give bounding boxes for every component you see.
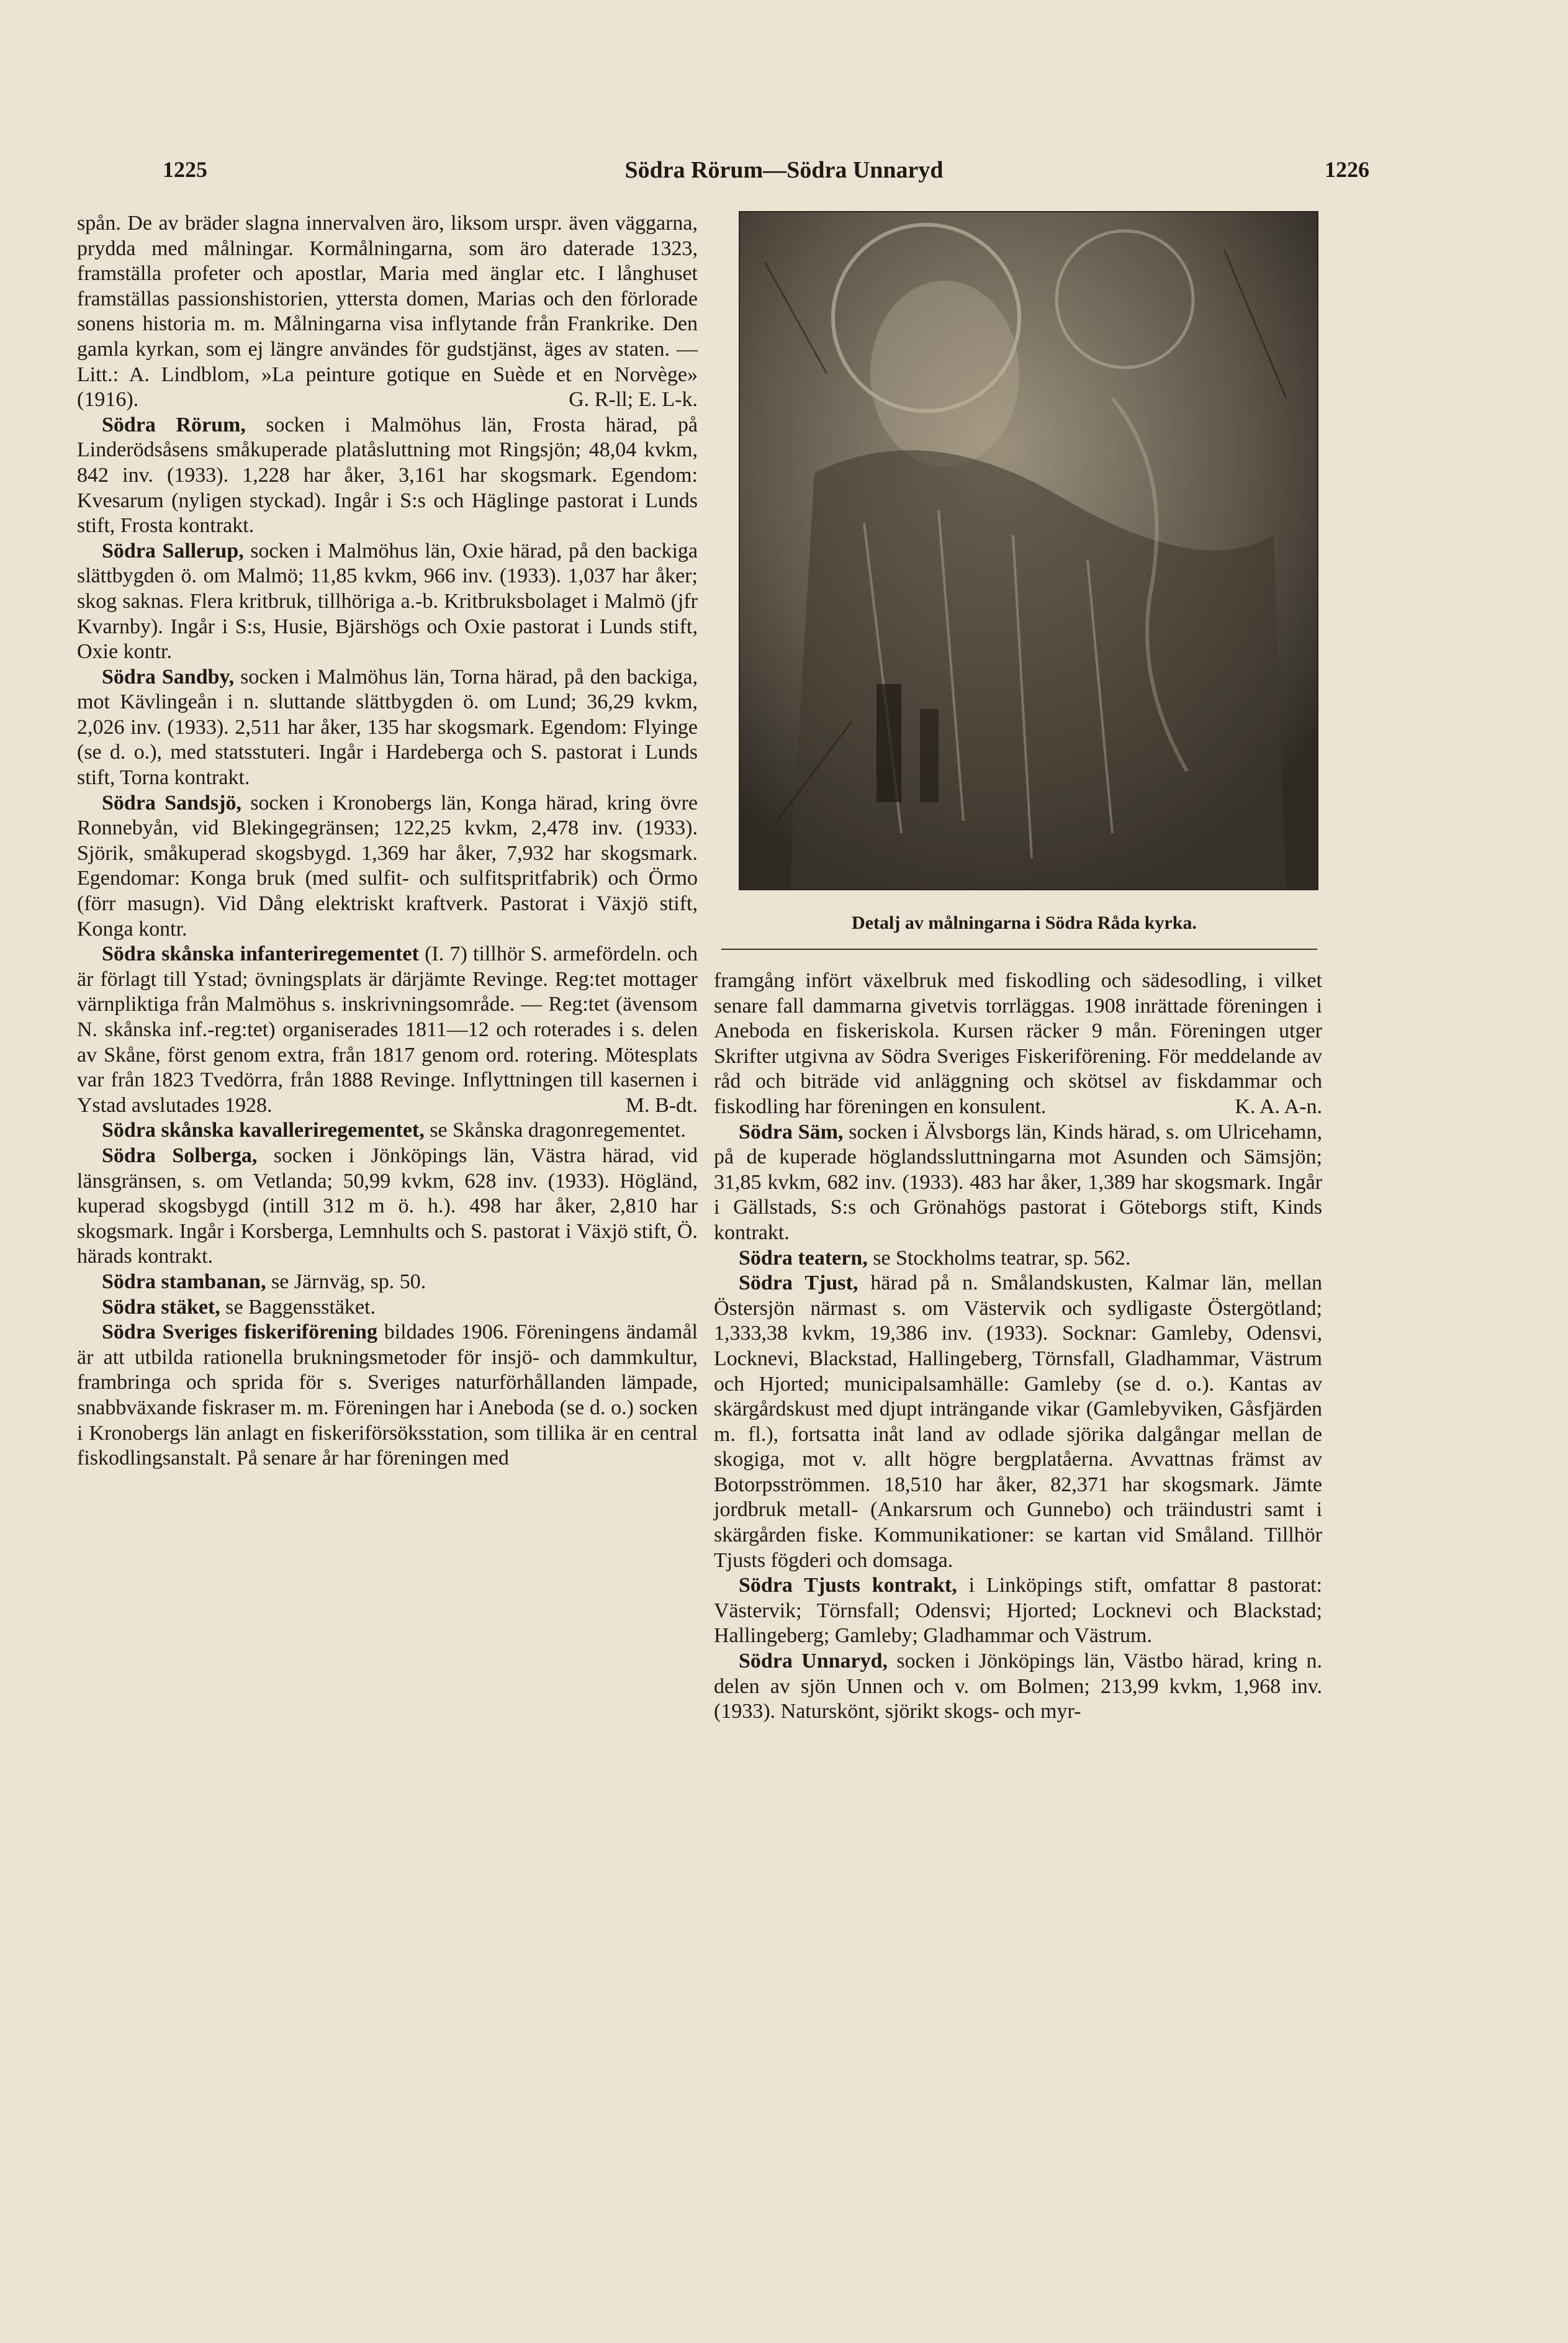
author-signature: K. A. A-n. <box>1235 1095 1322 1118</box>
running-title: Södra Rörum—Södra Unnaryd <box>624 157 944 183</box>
left-column <box>77 211 698 1471</box>
entry-headword: Södra teatern, <box>739 1246 868 1270</box>
right-page-number: 1226 <box>1325 157 1369 182</box>
continued-paragraph <box>714 968 1322 1120</box>
running-header <box>0 156 1568 194</box>
entry-text: socken i Jönköpings län, Västra härad, vid länsgränsen, s. om Vetlanda; 50,99 kvkm, 628 inv. (1933). Högländ, kuperad skogsbygd (intill 312 m ö. h.). 498 har åker, 2,810 har skogsmark. Ingår i Korsberga, Lemnhults och S. pastorat i Växjö stift, Ö. härads kontrakt. <box>77 1144 698 1268</box>
entry-headword: Södra skånska kavalleriregementet, <box>102 1119 425 1142</box>
entry-headword: Södra stambanan, <box>102 1270 266 1293</box>
entry-text: (I. 7) tillhör S. armefördeln. och är förlagt till Ystad; övningsplats är därjämte Revinge. Reg:tet mottager värnpliktiga från Malmöhus s. inskrivningsområde. — Reg:tet (ävensom N. skånska inf.-reg:tet) organiserades 1811—12 och roterades i s. delen av Skåne, först genom extra, från 1817 genom ord. rotering. Mötesplats var från 1823 Tvedörra, från 1888 Revinge. Inflyttningen till kasernen i Ystad avslutades 1928. <box>77 942 698 1117</box>
entry-headword: Södra Solberga, <box>102 1144 258 1167</box>
entry-headword: Södra skånska infanteriregementet <box>102 942 419 966</box>
author-signature: M. B-dt. <box>625 1093 698 1117</box>
article-entry <box>77 942 698 1118</box>
left-page-number: 1225 <box>163 157 207 182</box>
article-entry <box>714 1246 1322 1271</box>
figure-caption: Detalj av målningarna i Södra Råda kyrka. <box>852 913 1197 933</box>
entry-headword: Södra Tjust, <box>739 1271 858 1295</box>
entry-headword: Södra Sandby, <box>102 665 235 688</box>
article-entry <box>77 1295 698 1320</box>
entry-text: härad på n. Smålandskusten, Kalmar län, mellan Östersjön närmast s. om Västervik och sydligaste Östergötland; 1,333,38 kvkm, 19,386 inv. (1933). Socknar: Gamleby, Odensvi, Locknevi, Blackstad, Hallingeberg, Törnsfall, Gladhammar, Västrum och Hjorted; municipalsamhälle: Gamleby (se d. o.). Kantas av skärgårdskust med djupt inträngande vikar (Gamlebyviken, Gåsfjärden m. fl.), fortsatta inåt land av odlade sjörika dalgångar mellan de skogiga, mot v. allt högre bergplatåerna. Avvattnas främst av Botorpsströmmen. 18,510 har åker, 82,371 har skogsmark. Jämte jordbruk metall- (Ankarsrum och Gunnebo) och träindustri samt i skärgården fiske. Kommunikationer: se kartan vid Småland. Tillhör Tjusts fögderi och domsaga. <box>714 1271 1322 1572</box>
article-entry <box>77 1320 698 1471</box>
right-column <box>714 968 1322 1725</box>
entry-text: framgång infört växelbruk med fiskodling och sädesodling, i vilket senare fall dammarna givetvis torrläggas. 1908 inrättade föreningen i Aneboda en fiskeriskola. Kursen räcker 9 mån. Föreningen utger Skrifter utgivna av Södra Sveriges Fiskeriförening. För meddelande av råd och biträde vid anläggning och skötsel av fiskdammar och fiskodling har föreningen en konsulent. <box>714 969 1322 1118</box>
article-entry <box>714 1573 1322 1649</box>
entry-text: socken i Älvsborgs län, Kinds härad, s. om Ulricehamn, på de kuperade höglandssluttningarna mot Asunden och Sämsjön; 31,85 kvkm, 682 inv. (1933). 483 har åker, 1,389 har skogsmark. Ingår i Gällstads, S:s och Grönahögs pastorat i Göteborgs stift, Kinds kontrakt. <box>714 1120 1323 1244</box>
entry-headword: Södra stäket, <box>102 1295 220 1319</box>
entry-text: i Linköpings stift, omfattar 8 pastorat: Västervik; Törnsfall; Odensvi; Hjorted; Locknevi och Blackstad; Hallingeberg; Gamleby; Gladhammar och Västrum. <box>714 1574 1322 1648</box>
entry-text: se Skånska dragonregementet. <box>424 1119 686 1142</box>
entry-headword: Södra Tjusts kontrakt, <box>739 1574 957 1597</box>
article-entry <box>714 1271 1322 1573</box>
article-entry <box>77 665 698 791</box>
entry-text: se Järnväg, sp. 50. <box>266 1270 426 1293</box>
article-entry <box>77 791 698 942</box>
article-entry <box>77 1144 698 1270</box>
entry-text: socken i Malmöhus län, Torna härad, på den backiga, mot Kävlingeån i n. sluttande slättbygden ö. om Lund; 36,29 kvkm, 2,026 inv. (1933). 2,511 har åker, 135 har skogsmark. Egendom: Flyinge (se d. o.), med statsstuteri. Ingår i Hardeberga och S. pastorat i Lunds stift, Torna kontrakt. <box>77 665 698 790</box>
entry-text: socken i Kronobergs län, Konga härad, kring övre Ronnebyån, vid Blekingegränsen; 122,25 kvkm, 2,478 inv. (1933). Sjörik, småkuperad skogsbygd. 1,369 har åker, 7,932 har skogsmark. Egendomar: Konga bruk (med sulfit- och sulfitspritfabrik) och Örmo (förr masugn). Vid Dång elektriskt kraftverk. Pastorat i Växjö stift, Konga kontr. <box>77 791 698 941</box>
entry-headword: Södra Sveriges fiskeriförening <box>102 1320 377 1344</box>
article-entry <box>77 539 698 665</box>
entry-text: socken i Malmöhus län, Oxie härad, på den backiga slättbygden ö. om Malmö; 11,85 kvkm, 966 inv. (1933). 1,037 har åker; skog saknas. Flera kritbruk, tillhöriga a.-b. Kritbruksbolaget i Malmö (jfr Kvarnby). Ingår i S:s, Husie, Bjärshögs och Oxie pastorat i Lunds stift, Oxie kontr. <box>77 539 698 664</box>
church-painting-image <box>739 211 1318 890</box>
entry-text: socken i Malmöhus län, Frosta härad, på Linderödsåsens småkuperade platåsluttning mot Ringsjön; 48,04 kvkm, 842 inv. (1933). 1,228 har åker, 3,161 har skogsmark. Egendom: Kvesarum (nyligen styckad). Ingår i S:s och Häglinge pastorat i Lunds stift, Frosta kontrakt. <box>77 413 698 538</box>
entry-text: bildades 1906. Föreningens ändamål är att utbilda rationella brukningsmetoder för insjö- och dammkultur, frambringa och sprida för s. Sveriges naturförhållanden lämpade, snabbväxande fiskraser m. m. Föreningen har i Aneboda (se d. o.) socken i Kronobergs län anlagt en fiskeriförsöksstation, som tillika är en central fiskodlingsanstalt. På senare år har föreningen med <box>77 1320 698 1470</box>
entry-text: se Baggensstäket. <box>220 1295 376 1319</box>
article-entry <box>77 1270 698 1295</box>
article-entry <box>77 1118 698 1144</box>
entry-headword: Södra Sallerup, <box>102 539 244 562</box>
entry-text: se Stockholms teatrar, sp. 562. <box>867 1246 1131 1270</box>
entry-text: socken i Jönköpings län, Västbo härad, kring n. delen av sjön Unnen och v. om Bolmen; 213,99 kvkm, 1,968 inv. (1933). Naturskönt, sjörikt skogs- och myr- <box>714 1650 1323 1723</box>
continued-paragraph <box>77 211 698 413</box>
entry-headword: Södra Sandsjö, <box>102 791 241 815</box>
entry-headword: Södra Rörum, <box>102 413 246 436</box>
entry-text: spån. De av bräder slagna innervalven äro, liksom urspr. även väggarna, prydda med målningar. Kormålningarna, som äro daterade 1323, framställa profeter och apostlar, Maria med änglar etc. I långhuset framställas passionshistorien, yttersta domen, Marias och den förlorade sonens historia m. m. Målningarna visa inflytande från Frankrike. Den gamla kyrkan, som ej längre användes för gudstjänst, äges av staten. — Litt.: A. Lindblom, »La peinture gotique en Suède et en Norvège» (1916). <box>77 212 698 412</box>
article-entry <box>714 1120 1322 1246</box>
entry-headword: Södra Säm, <box>739 1120 844 1144</box>
painting-illustration <box>740 212 1317 889</box>
article-entry <box>714 1649 1322 1725</box>
caption-divider <box>721 949 1317 950</box>
article-entry <box>77 413 698 539</box>
entry-headword: Södra Unnaryd, <box>739 1650 888 1673</box>
author-signature: G. R-ll; E. L-k. <box>569 388 698 412</box>
